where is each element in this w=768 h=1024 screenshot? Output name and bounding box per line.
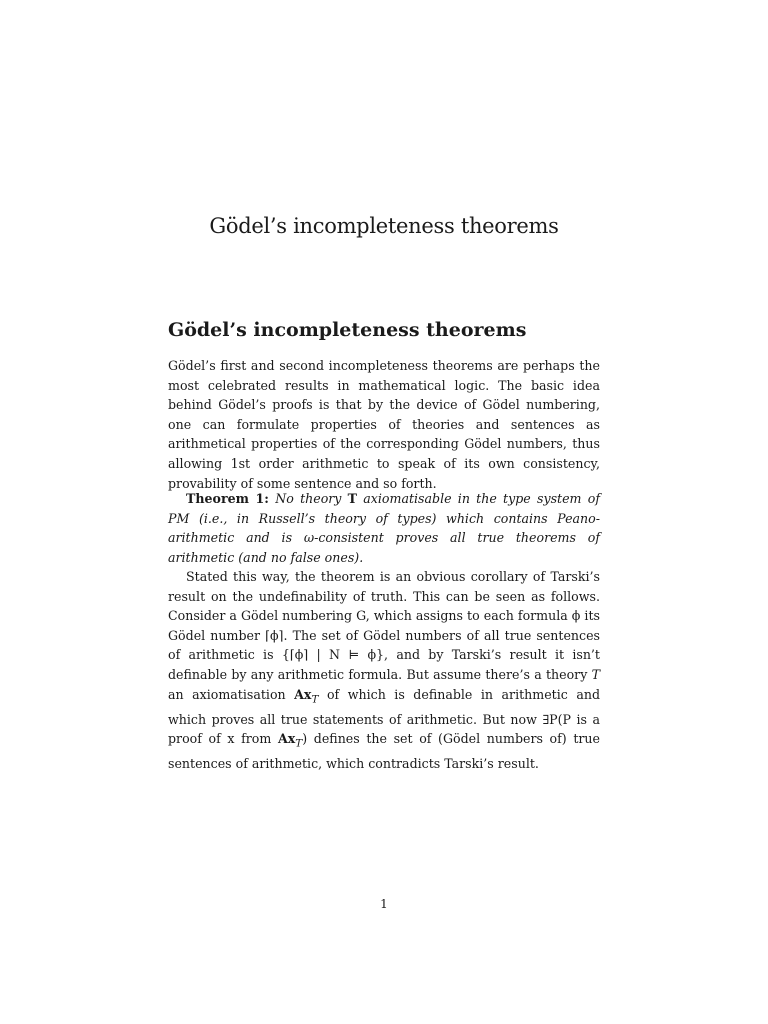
theory-T-symbol: T [591,666,600,682]
section-heading: Gödel’s incompleteness theorems [168,319,527,341]
axiomatisation-symbol-2: Ax [277,731,296,747]
proof-text-3: of which is definable in arithmetic and which proves all true statements of arithmetic. But now ∃P(P is a proof of x from [168,686,601,747]
theorem-text-start: No theory [275,491,348,506]
axiomatisation-subscript-2: T [295,737,303,750]
theorem-label: Theorem 1: [186,491,269,506]
axiomatisation-subscript: T [311,693,319,706]
proof-text-4: ) defines the set of (Gödel numbers of) true sentences of arithmetic, which contradicts Tarski’s result. [168,731,600,772]
intro-paragraph: Gödel’s first and second incompleteness theorems are perhaps the most celebrated results in mathematical logic. The basic idea behind Gödel’s proofs is that by the device of Gödel numbering, one can formulate properties of theories and sentences as arithmetical properties of the corresponding Gödel numbers, thus allowing 1st order arithmetic to speak of its own consistency, provability of some sentence and so forth. [168,358,600,491]
theorem-1 [168,489,600,567]
axiomatisation-symbol: Ax [294,686,312,702]
document-title: Gödel’s incompleteness theorems [209,214,559,238]
page-number: 1 [380,897,388,911]
proof-text-1: Stated this way, the theorem is an obvious corollary of Tarski’s result on the undefinability of truth. This can be seen as follows. Consider a Gödel numbering G, which assigns to each formula ϕ its Gödel number ⌈ϕ⌉. The set of Gödel numbers of all true sentences of arithmetic is {⌈ϕ⌉ | N ⊨ ϕ}, and by Tarski’s result it isn’t definable by any arithmetic formula. But assume there’s a theory [168,569,600,682]
theorem-text-rest: axiomatisable in the type system of PM (i.e., in Russell’s theory of types) which contains Peano-arithmetic and is ω-consistent proves all true theorems of arithmetic (and no false ones). [168,491,600,565]
theorem-T-symbol: T [347,491,358,506]
proof-paragraph [168,567,600,774]
proof-text-2: an axiomatisation [168,686,295,702]
